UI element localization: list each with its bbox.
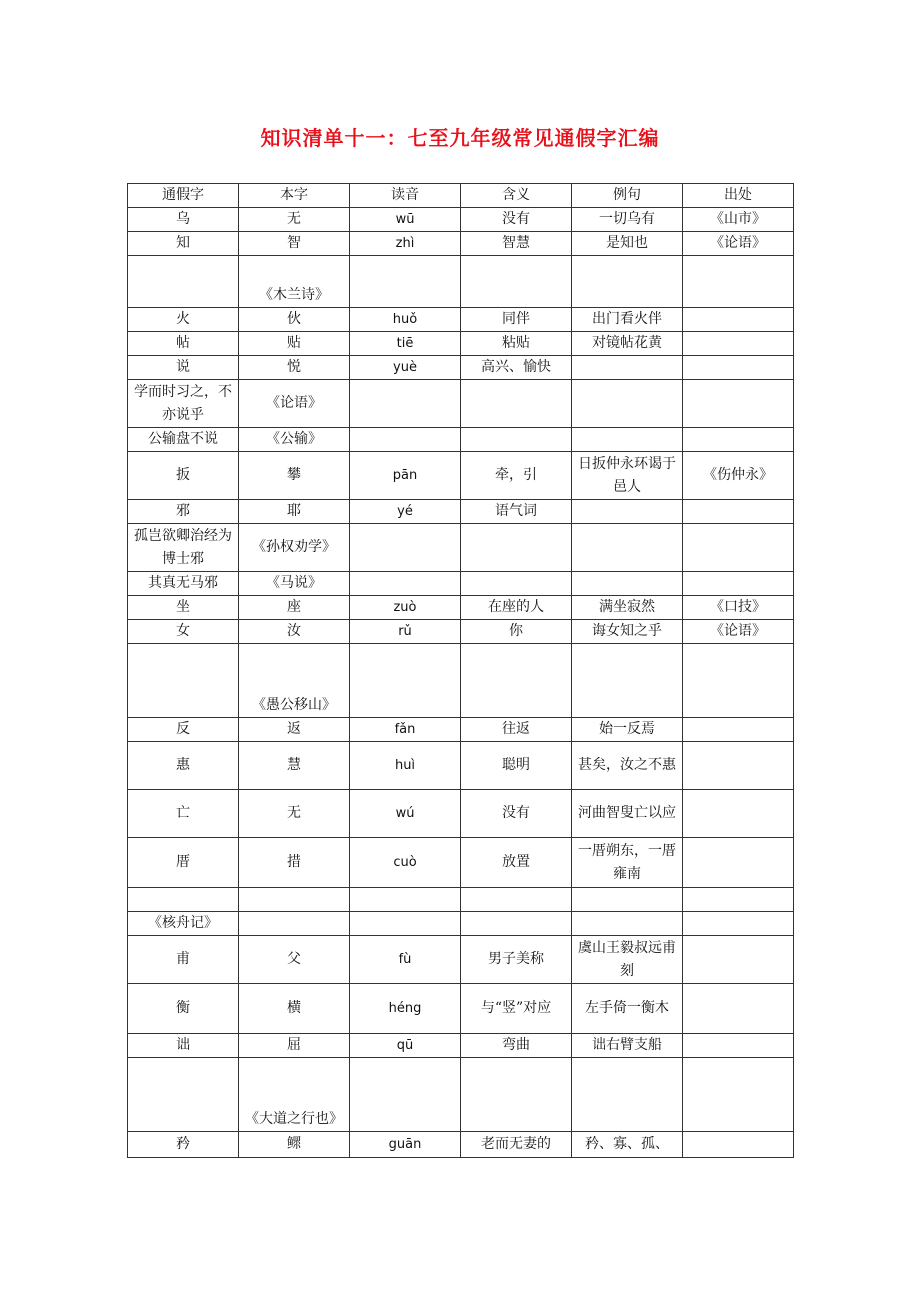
cell-hanyi: 同伴 (461, 308, 572, 332)
table-row (128, 572, 794, 596)
header-tongjiazi: 通假字 (128, 184, 239, 208)
cell-liju: 矜、寡、孤、 (572, 1132, 683, 1158)
cell-duyin (350, 888, 461, 912)
table-row (128, 428, 794, 452)
cell-duyin (350, 1058, 461, 1132)
cell-benzi: 慧 (239, 742, 350, 790)
cell-hanyi: 聪明 (461, 742, 572, 790)
cell-chuchu (683, 912, 794, 936)
cell-hanyi (461, 572, 572, 596)
table-row (128, 912, 794, 936)
table-row (128, 888, 794, 912)
cell-duyin (350, 428, 461, 452)
cell-benzi: 《孙权劝学》 (239, 524, 350, 572)
cell-liju (572, 1058, 683, 1132)
cell-chuchu (683, 380, 794, 428)
cell-benzi: 《马说》 (239, 572, 350, 596)
cell-hanyi: 牵，引 (461, 452, 572, 500)
cell-liju (572, 256, 683, 308)
table-row (128, 232, 794, 256)
cell-liju (572, 500, 683, 524)
cell-benzi: 鳏 (239, 1132, 350, 1158)
header-liju: 例句 (572, 184, 683, 208)
cell-benzi: 贴 (239, 332, 350, 356)
cell-chuchu (683, 742, 794, 790)
cell-liju: 对镜帖花黄 (572, 332, 683, 356)
cell-chuchu (683, 1034, 794, 1058)
cell-hanyi: 智慧 (461, 232, 572, 256)
cell-liju: 始一反焉 (572, 718, 683, 742)
cell-liju: 诎右臂支船 (572, 1034, 683, 1058)
cell-benzi: 《论语》 (239, 380, 350, 428)
table-row (128, 524, 794, 572)
cell-liju: 河曲智叟亡以应 (572, 790, 683, 838)
cell-hanyi (461, 1058, 572, 1132)
cell-duyin: tiē (350, 332, 461, 356)
cell-hanyi: 粘贴 (461, 332, 572, 356)
cell-hanyi (461, 524, 572, 572)
cell-duyin: pān (350, 452, 461, 500)
cell-chuchu (683, 428, 794, 452)
cell-liju (572, 888, 683, 912)
table-row (128, 1058, 794, 1132)
table-row (128, 332, 794, 356)
cell-hanyi: 男子美称 (461, 936, 572, 984)
cell-hanyi (461, 888, 572, 912)
cell-tongjiazi: 火 (128, 308, 239, 332)
cell-liju: 满坐寂然 (572, 596, 683, 620)
cell-hanyi: 在座的人 (461, 596, 572, 620)
cell-chuchu (683, 1132, 794, 1158)
cell-liju (572, 644, 683, 718)
table-row (128, 984, 794, 1034)
cell-tongjiazi: 诎 (128, 1034, 239, 1058)
header-chuchu: 出处 (683, 184, 794, 208)
cell-liju (572, 912, 683, 936)
cell-tongjiazi (128, 644, 239, 718)
cell-chuchu (683, 644, 794, 718)
cell-benzi: 攀 (239, 452, 350, 500)
table-header-row (128, 184, 794, 208)
cell-benzi: 悦 (239, 356, 350, 380)
cell-chuchu: 《山市》 (683, 208, 794, 232)
cell-liju: 虞山王毅叔远甫刻 (572, 936, 683, 984)
cell-hanyi: 没有 (461, 790, 572, 838)
cell-benzi: 座 (239, 596, 350, 620)
cell-tongjiazi: 《核舟记》 (128, 912, 239, 936)
cell-duyin (350, 572, 461, 596)
cell-chuchu: 《论语》 (683, 620, 794, 644)
cell-chuchu: 《伤仲永》 (683, 452, 794, 500)
cell-tongjiazi: 孤岂欲卿治经为博士邪 (128, 524, 239, 572)
table-row (128, 596, 794, 620)
cell-benzi: 伙 (239, 308, 350, 332)
cell-liju: 日扳仲永环谒于邑人 (572, 452, 683, 500)
cell-tongjiazi: 邪 (128, 500, 239, 524)
cell-chuchu (683, 256, 794, 308)
table-row (128, 644, 794, 718)
cell-chuchu (683, 332, 794, 356)
cell-hanyi: 往返 (461, 718, 572, 742)
cell-hanyi: 没有 (461, 208, 572, 232)
cell-tongjiazi: 亡 (128, 790, 239, 838)
tongjiazi-table (127, 183, 794, 1158)
cell-benzi: 《木兰诗》 (239, 256, 350, 308)
cell-duyin: yuè (350, 356, 461, 380)
cell-tongjiazi: 衡 (128, 984, 239, 1034)
cell-duyin: rǔ (350, 620, 461, 644)
cell-duyin: zhì (350, 232, 461, 256)
cell-tongjiazi: 甫 (128, 936, 239, 984)
cell-benzi: 《公输》 (239, 428, 350, 452)
cell-hanyi: 老而无妻的 (461, 1132, 572, 1158)
table-row (128, 208, 794, 232)
cell-duyin: cuò (350, 838, 461, 888)
table-body (128, 184, 794, 1158)
cell-hanyi (461, 912, 572, 936)
cell-hanyi (461, 256, 572, 308)
cell-benzi (239, 912, 350, 936)
cell-hanyi: 与“竖”对应 (461, 984, 572, 1034)
cell-tongjiazi: 学而时习之，不亦说乎 (128, 380, 239, 428)
table-row (128, 838, 794, 888)
cell-benzi: 耶 (239, 500, 350, 524)
cell-tongjiazi (128, 1058, 239, 1132)
cell-benzi: 返 (239, 718, 350, 742)
cell-chuchu (683, 308, 794, 332)
header-duyin: 读音 (350, 184, 461, 208)
cell-chuchu (683, 572, 794, 596)
cell-tongjiazi: 坐 (128, 596, 239, 620)
cell-liju: 左手倚一衡木 (572, 984, 683, 1034)
table-row (128, 620, 794, 644)
cell-duyin: guān (350, 1132, 461, 1158)
cell-hanyi: 弯曲 (461, 1034, 572, 1058)
cell-duyin: huǒ (350, 308, 461, 332)
cell-benzi: 屈 (239, 1034, 350, 1058)
cell-duyin: héng (350, 984, 461, 1034)
cell-tongjiazi: 其真无马邪 (128, 572, 239, 596)
cell-tongjiazi: 公输盘不说 (128, 428, 239, 452)
cell-hanyi: 你 (461, 620, 572, 644)
cell-duyin (350, 644, 461, 718)
cell-liju (572, 428, 683, 452)
cell-benzi: 措 (239, 838, 350, 888)
cell-liju (572, 380, 683, 428)
cell-chuchu (683, 524, 794, 572)
cell-liju: 是知也 (572, 232, 683, 256)
cell-liju (572, 524, 683, 572)
cell-duyin: wú (350, 790, 461, 838)
table-row (128, 452, 794, 500)
header-benzi: 本字 (239, 184, 350, 208)
cell-liju: 出门看火伴 (572, 308, 683, 332)
cell-tongjiazi: 知 (128, 232, 239, 256)
table-row (128, 500, 794, 524)
cell-duyin: wū (350, 208, 461, 232)
cell-chuchu (683, 936, 794, 984)
cell-chuchu (683, 356, 794, 380)
cell-duyin: yé (350, 500, 461, 524)
cell-tongjiazi: 反 (128, 718, 239, 742)
table-row (128, 936, 794, 984)
cell-chuchu (683, 718, 794, 742)
cell-tongjiazi (128, 888, 239, 912)
table-row (128, 1132, 794, 1158)
cell-duyin (350, 912, 461, 936)
cell-benzi: 无 (239, 208, 350, 232)
cell-chuchu (683, 984, 794, 1034)
cell-liju: 诲女知之乎 (572, 620, 683, 644)
cell-chuchu (683, 1058, 794, 1132)
cell-hanyi (461, 644, 572, 718)
cell-benzi: 父 (239, 936, 350, 984)
cell-duyin (350, 380, 461, 428)
cell-benzi: 无 (239, 790, 350, 838)
cell-hanyi (461, 428, 572, 452)
cell-liju: 一厝朔东，一厝雍南 (572, 838, 683, 888)
cell-chuchu (683, 838, 794, 888)
cell-benzi: 智 (239, 232, 350, 256)
cell-tongjiazi: 帖 (128, 332, 239, 356)
cell-chuchu (683, 888, 794, 912)
cell-duyin: qū (350, 1034, 461, 1058)
table-row (128, 256, 794, 308)
page-title: 知识清单十一：七至九年级常见通假字汇编 (260, 126, 660, 150)
cell-duyin: fù (350, 936, 461, 984)
cell-hanyi: 高兴、愉快 (461, 356, 572, 380)
cell-tongjiazi (128, 256, 239, 308)
cell-duyin (350, 256, 461, 308)
cell-tongjiazi: 说 (128, 356, 239, 380)
cell-benzi: 横 (239, 984, 350, 1034)
cell-benzi: 《愚公移山》 (239, 644, 350, 718)
cell-hanyi: 语气词 (461, 500, 572, 524)
table-row (128, 380, 794, 428)
cell-chuchu (683, 500, 794, 524)
cell-duyin: zuò (350, 596, 461, 620)
cell-liju (572, 356, 683, 380)
cell-hanyi (461, 380, 572, 428)
table-row (128, 742, 794, 790)
cell-duyin: huì (350, 742, 461, 790)
cell-liju (572, 572, 683, 596)
table-row (128, 1034, 794, 1058)
cell-chuchu: 《论语》 (683, 232, 794, 256)
cell-tongjiazi: 乌 (128, 208, 239, 232)
cell-duyin (350, 524, 461, 572)
table-row (128, 356, 794, 380)
cell-tongjiazi: 女 (128, 620, 239, 644)
cell-chuchu: 《口技》 (683, 596, 794, 620)
table-row (128, 308, 794, 332)
cell-benzi: 汝 (239, 620, 350, 644)
cell-chuchu (683, 790, 794, 838)
table-row (128, 718, 794, 742)
cell-tongjiazi: 惠 (128, 742, 239, 790)
table-row (128, 790, 794, 838)
cell-benzi: 《大道之行也》 (239, 1058, 350, 1132)
header-hanyi: 含义 (461, 184, 572, 208)
cell-liju: 一切乌有 (572, 208, 683, 232)
cell-tongjiazi: 扳 (128, 452, 239, 500)
cell-liju: 甚矣，汝之不惠 (572, 742, 683, 790)
cell-tongjiazi: 矜 (128, 1132, 239, 1158)
cell-duyin: fǎn (350, 718, 461, 742)
cell-hanyi: 放置 (461, 838, 572, 888)
cell-benzi (239, 888, 350, 912)
cell-tongjiazi: 厝 (128, 838, 239, 888)
